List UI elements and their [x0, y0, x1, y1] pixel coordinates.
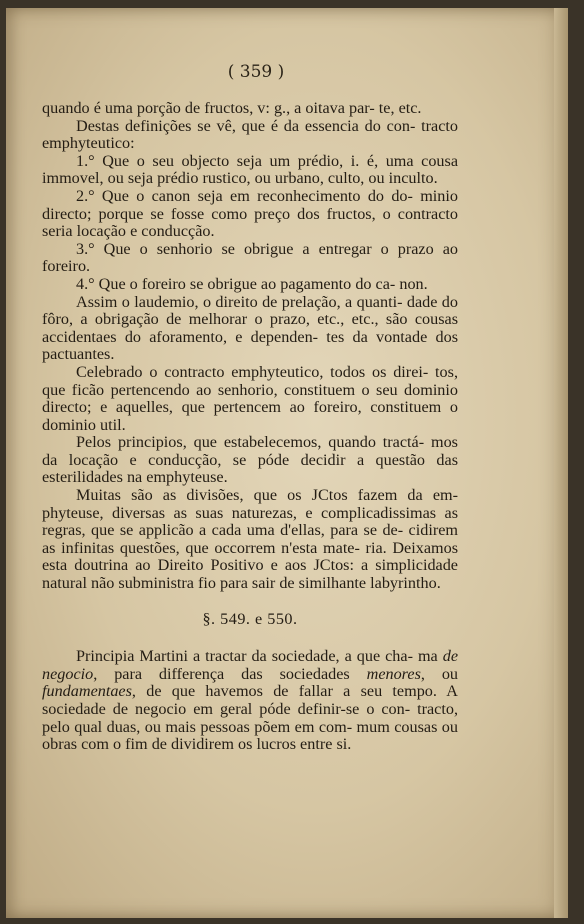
text-run: , ou — [420, 664, 459, 683]
text-run: , para differença das sociedades — [93, 664, 367, 683]
paragraph: 4.° Que o foreiro se obrigue ao pagamento do ca- non. — [76, 274, 428, 293]
section-heading: §. 549. e 550. — [202, 609, 298, 628]
body-text — [42, 100, 458, 754]
page-number: ( 359 ) — [227, 62, 285, 82]
paragraph: Assim o laudemio, o direito de prelação, a quanti- dade do fôro, a obrigação de melhorar o prazo, etc., etc., são cousas accidentaes do aforamento, e dependen- tes da vontade dos pactuantes. — [42, 292, 458, 364]
paragraph: 1.° Que o seu objecto seja um prédio, i. é, uma cousa immovel, ou seja prédio rustico, ou urbano, culto, ou inculto. — [42, 151, 458, 188]
paragraph: 3.° Que o senhorio se obrigue a entregar o prazo ao foreiro. — [42, 239, 458, 276]
paragraph: Pelos principios, que estabelecemos, quando tractá- mos da locação e conducção, se póde decidir a questão das esterilidades na emphyteuse. — [42, 433, 458, 487]
paragraph: 2.° Que o canon seja em reconhecimento do do- minio directo; porque se fosse como preço dos fructos, o contracto seria locação e conducção. — [42, 186, 458, 241]
paragraph: Muitas são as divisões, que os JCtos fazem da em- phyteuse, diversas as suas naturezas, e complicadissimas as regras, que se applicão a cada uma d'ellas, para se de- cidirem as infinitas questões, que occorrem n'esta mate- ria. Deixamos esta doutrina ao Direito Positivo e aos JCtos: a simplicidade natural não subministra fio para sair de similhante labyrintho. — [42, 486, 458, 593]
text-run: , de que havemos de fallar a seu tempo. A sociedade de negocio em geral póde definir-se o con- tracto, pelo qual duas, ou mais pessoas põem em com- mum cousas ou obras com o fim de dividirem os lucros entre si. — [42, 682, 458, 754]
paragraph — [42, 648, 458, 754]
italic-term: menores — [366, 664, 421, 683]
paragraph: quando é uma porção de fructos, v: g., a oitava par- te, etc. — [42, 99, 422, 117]
italic-term: fundamentaes — [42, 682, 132, 701]
paragraph: Destas definições se vê, que é da essencia do con- tracto emphyteutico: — [42, 116, 458, 153]
paragraph: Celebrado o contracto emphyteutico, todos os direi- tos, que ficão pertencendo ao senhorio, constituem o seu dominio directo; e aquelles, que pertencem ao foreiro, constituem o dominio util. — [42, 362, 458, 434]
page-edge — [554, 8, 568, 918]
italic-term: de negocio — [42, 647, 458, 683]
text-run: Principia Martini a tractar da sociedade, a que cha- ma — [76, 647, 443, 666]
book-page — [6, 8, 568, 918]
